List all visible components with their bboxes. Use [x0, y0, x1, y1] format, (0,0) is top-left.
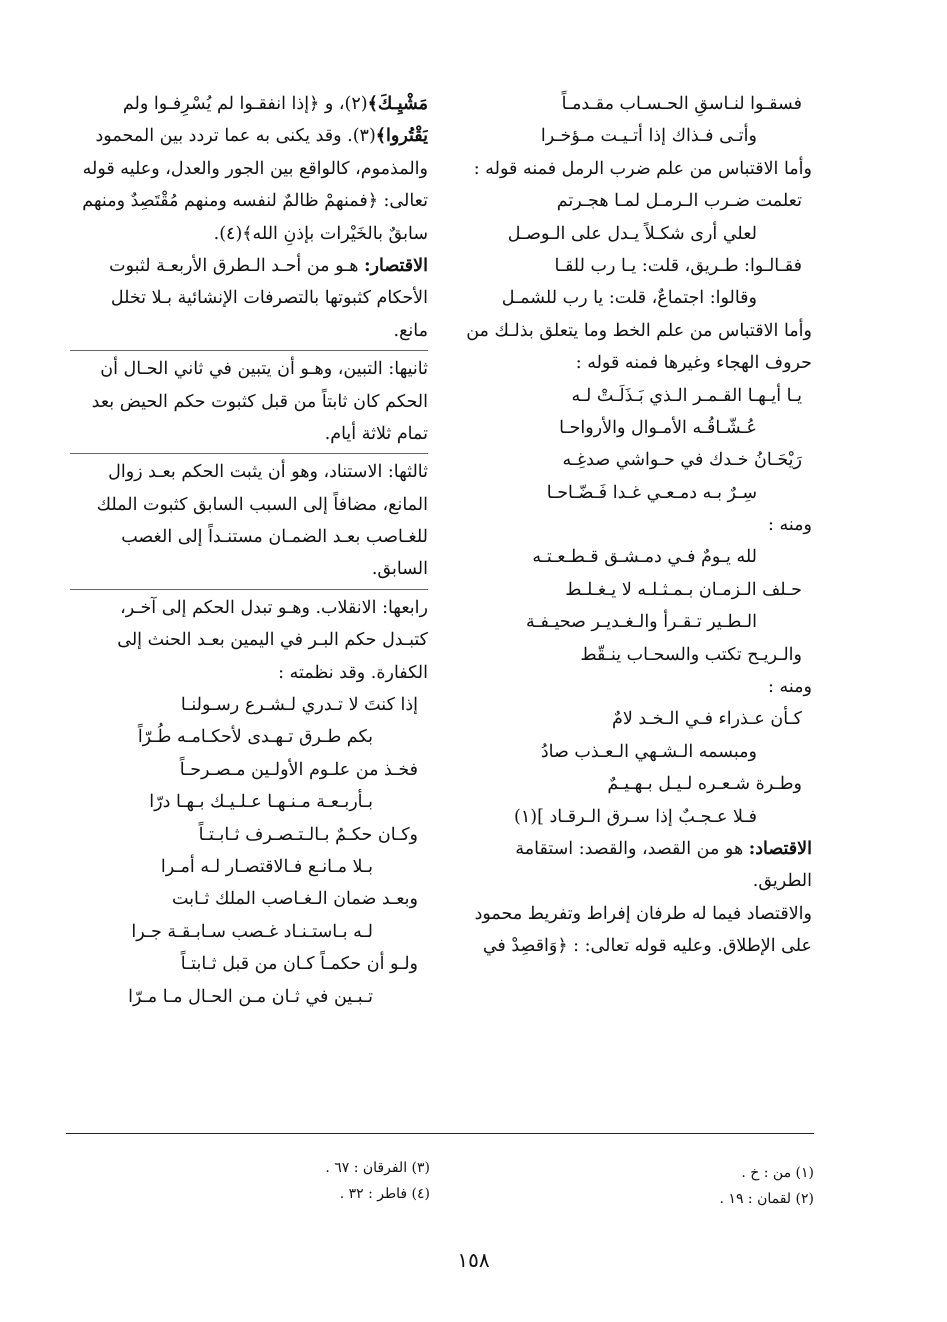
verse-line	[462, 380, 812, 412]
footnote-separator	[66, 1133, 814, 1134]
text-line	[70, 153, 428, 185]
text-line	[462, 671, 812, 703]
line-text: وأما الاقتباس من علم الخط وما يتعلق بذلـك من	[466, 320, 812, 341]
line-text: رَيْحَـانُ خـدك في حـواشي صدغِـه	[562, 450, 802, 471]
line-text: السابق.	[371, 559, 428, 580]
line-text: هو من القصد، والقصد: استقامة	[515, 838, 749, 859]
line-text: للغـاصب بعـد الضمـان مستنـداً إلى الغصب	[121, 527, 428, 548]
verse-line	[462, 282, 812, 314]
line-text: الأحكام كثبوتها بالتصرفات الإنشائية بـلا تخلل	[110, 288, 428, 309]
footnote-4: (٤) فاطر : ٣٢ .	[339, 1186, 430, 1202]
line-text: حروف الهجاء وغيرها فمنه قوله :	[575, 353, 812, 374]
text-line	[462, 315, 812, 347]
line-text: والاقتصاد فيما له طرفان إفراط وتفريط محمود	[474, 903, 812, 924]
verse-line	[462, 574, 812, 606]
line-text: لعلي أرى شكـلاً يـدل على الـوصـل	[507, 223, 757, 244]
line-text: والـريـح تكتب والسحـاب ينـقّط	[580, 644, 802, 665]
verse-line	[462, 120, 812, 152]
text-line	[462, 153, 812, 185]
paragraph-divider	[70, 589, 428, 590]
line-text: الحكم كان ثابتاً من قبل كثبوت حكم الحيض بعد	[91, 391, 428, 412]
verse-line	[70, 883, 428, 915]
verse-line	[70, 981, 428, 1013]
line-text: سابقٌ بالخَيْرات بإذنِ الله﴾(٤).	[213, 223, 428, 244]
verse-line	[70, 721, 428, 753]
verse-line	[462, 768, 812, 800]
line-text: (٣). وقد يكنى به عما تردد بين المحمود	[95, 126, 376, 147]
line-text: فسقـوا لنـاسقِ الحـسـاب مقـدمـاً	[561, 94, 802, 114]
line-text: كـأن عـذراء فـي الـخـد لامٌ	[611, 709, 802, 730]
line-text: بـأربـعـة مـنـهـا عـلـيـك بـهـا درّا	[149, 792, 373, 813]
text-line	[70, 418, 428, 450]
line-text: مانع.	[393, 320, 428, 341]
line-text: الـطـير تـقـرأ والـغـديـر صحيـفـة	[525, 612, 757, 633]
line-text: ومبسمه الـشـهي الـعـذب صادُ	[540, 741, 757, 762]
line-text: حـلف الـزمـان بـمـثـلـه لا يـغـلـط	[565, 579, 802, 600]
verse-line	[462, 606, 812, 638]
term-heading: الاقتصار:	[364, 255, 428, 276]
line-text: وبعـد ضمان الـغـاصب الملك ثـابت	[172, 889, 418, 910]
footnote-3: (٣) الفرقان : ٦٧ .	[325, 1160, 430, 1176]
verse-line	[70, 916, 428, 948]
line-text: تـبـين في ثـان مـن الحـال مـا مـرّا	[128, 986, 373, 1007]
line-text: على الإطلاق. وعليه قوله تعالى: : ﴿وَاقصِدْ في	[482, 936, 812, 957]
line-text: الكفارة. وقد نظمته :	[278, 662, 428, 683]
line-text: هـو من أحـد الـطرق الأربعـة لثبوت	[109, 255, 365, 276]
text-line	[462, 833, 812, 865]
line-text: بكم طـرق تـهـدى لأحكـامـه طُـرّاً	[137, 727, 373, 748]
text-line	[70, 120, 428, 152]
text-line	[70, 489, 428, 521]
line-text: لله يـومٌ فـي دمـشـق قـطـعـتـه	[532, 547, 757, 568]
line-text: ومنه :	[768, 515, 812, 536]
footnote-1: (١) من : خ .	[741, 1165, 814, 1181]
line-text: فقـالـوا: طـريق، قلت: يـا رب للقـا	[554, 255, 802, 276]
verse-line	[70, 786, 428, 818]
verse-line	[70, 819, 428, 851]
text-line	[462, 865, 812, 897]
verse-line	[462, 801, 812, 833]
footnote-2: (٢) لقمان : ١٩ .	[719, 1191, 814, 1207]
line-text: فـلا عـجـبٌ إذا سـرق الـرقـاد ](١)	[514, 806, 757, 827]
text-line	[70, 315, 428, 347]
line-text: يـا أيـهـا القـمـر الـذي بَـذَلَـتْ لـه	[571, 385, 802, 406]
text-line	[462, 930, 812, 962]
text-line	[462, 347, 812, 379]
paragraph-divider	[70, 350, 428, 351]
footnotes-left	[250, 1155, 430, 1207]
line-text: تعالى: ﴿فمنهمْ ظالمٌ لنفسه ومنهم مُقْتَصِدٌ ومنهم	[82, 191, 428, 212]
text-line	[70, 353, 428, 385]
verse-line	[462, 477, 812, 509]
verse-line	[462, 412, 812, 444]
text-line	[70, 250, 428, 282]
verse-line	[70, 754, 428, 786]
line-text: تعلمت ضـرب الـرمـل لمـا هجـرتم	[556, 191, 802, 212]
line-text: وطـرة شـعـره لـيـل بـهـيـمٌ	[607, 774, 802, 795]
verse-line	[462, 639, 812, 671]
quran-quote: مَشْيِـكَ﴾	[367, 94, 428, 114]
left-text-column	[70, 88, 428, 1013]
line-text: بـلا مـانـع فـالاقتصـار لـه أمـرا	[160, 856, 373, 877]
verse-line	[462, 736, 812, 768]
text-line	[70, 456, 428, 488]
verse-line	[70, 851, 428, 883]
text-line	[70, 88, 428, 120]
verse-line	[462, 218, 812, 250]
line-text: عُـشّـاقُـه الأمـوال والأرواحـا	[559, 417, 757, 438]
line-text: وقالوا: اجتماعٌ، قلت: يا رب للشمـل	[501, 288, 757, 309]
verse-line	[462, 250, 812, 282]
line-text: ثالثها: الاستناد، وهو أن يثبت الحكم بعـد زوال	[108, 462, 428, 483]
line-text: ومنه :	[768, 677, 812, 698]
text-line	[70, 553, 428, 585]
verse-line	[462, 88, 812, 120]
line-text: (٢)، و ﴿إذا انفقـوا لم يُسْرِفـوا ولم	[122, 94, 368, 114]
verse-line	[462, 444, 812, 476]
verse-line	[70, 948, 428, 980]
line-text: ثانيها: التبين، وهـو أن يتبين في ثاني الحـال أن	[100, 359, 428, 380]
page-number: ١٥٨	[457, 1248, 490, 1272]
line-text: وكـان حكـمٌ بـالـتـصـرف ثـابـتـاً	[198, 824, 418, 845]
text-line	[70, 218, 428, 250]
footnotes-right	[600, 1160, 814, 1212]
text-line	[70, 592, 428, 624]
line-text: وأما الاقتباس من علم ضرب الرمل فمنه قوله :	[473, 158, 812, 179]
line-text: الطريق.	[752, 871, 812, 892]
text-line	[462, 898, 812, 930]
term-heading: الاقتصاد:	[748, 838, 812, 859]
line-text: كتبـدل حكم البـر في اليمين بعـد الحنث إلى	[117, 630, 428, 651]
line-text: فخـذ من علـوم الأولـين مـصـرحـاً	[179, 759, 418, 780]
right-text-column	[462, 88, 812, 963]
text-line	[70, 185, 428, 217]
line-text: تمام ثلاثة أيام.	[324, 423, 428, 444]
line-text: المانع، مضافاً إلى السبب السابق كثبوت الملك	[96, 494, 428, 515]
text-line	[70, 386, 428, 418]
verse-line	[462, 703, 812, 735]
line-text: رابعها: الانقلاب. وهـو تبدل الحكم إلى آخـر،	[120, 597, 428, 618]
paragraph-divider	[70, 453, 428, 454]
text-line	[70, 624, 428, 656]
text-line	[70, 521, 428, 553]
line-text: لـه بـاستـنـاد غـصب سـابـقـة جـرا	[131, 921, 373, 942]
text-line	[70, 657, 428, 689]
line-text: وأتـى فـذاك إذا أتـيـت مـؤخـرا	[540, 126, 757, 147]
line-text: سِـرٌ بـه دمـعـي غـدا فَـضّـاحـا	[546, 482, 757, 503]
line-text: ولـو أن حكمـاً كـان من قبل ثـابتـاً	[180, 954, 418, 975]
verse-line	[462, 185, 812, 217]
verse-line	[70, 689, 428, 721]
line-text: والمذموم، كالواقع بين الجور والعدل، وعليه قوله	[82, 158, 428, 179]
quran-quote: يَقْتُروا﴾	[375, 126, 428, 147]
text-line	[462, 509, 812, 541]
text-line	[70, 282, 428, 314]
line-text: إذا كنتَ لا تـدري لـشـرع رسـولنـا	[180, 695, 418, 716]
verse-line	[462, 541, 812, 573]
